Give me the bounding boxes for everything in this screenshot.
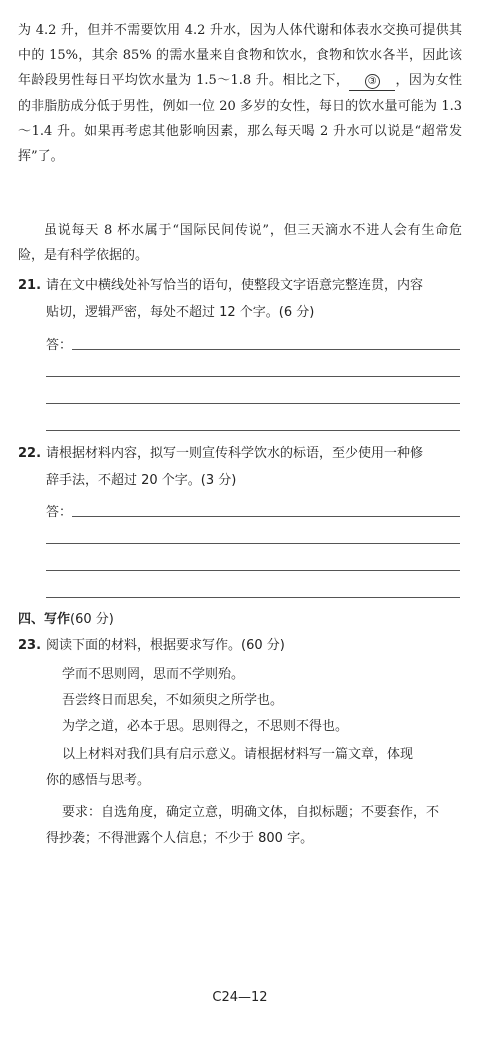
question-22 (18, 440, 462, 494)
question-text-line1: 请在文中横线处补写恰当的语句，使整段文字语意完整连贯，内容 (46, 278, 424, 293)
answer-line-22-4[interactable] (46, 597, 460, 598)
requirements-line1: 要求：自选角度，确定立意，明确文体，自拟标题；不要套作，不 (62, 805, 440, 820)
passage-paragraph (18, 18, 462, 169)
question-text-line2: 辞手法，不超过 20 个字。(3 分) (46, 473, 237, 488)
prompt-line1: 以上材料对我们具有启示意义。请根据材料写一篇文章，体现 (62, 747, 414, 762)
requirements-line2: 得抄袭；不得泄露个人信息；不少于 800 字。 (46, 831, 314, 846)
page-number: C24—12 (212, 990, 268, 1005)
question-number: 21. (18, 278, 42, 293)
passage-text-before: 为 4.2 升，但并不需要饮用 4.2 升水，因为人体代谢和体表水交换可提供其中的 15%，其余 85% 的需水量来自食物和饮水，食物和饮水各半，因此该年龄段男性每日平均饮水量为 1.5～1.8 升。相比之下， (18, 23, 462, 89)
passage-closing: 虽说每天 8 杯水属于“国际民间传说”，但三天滴水不进人会有生命危险，是有科学依据的。 (18, 223, 462, 264)
writing-prompt (18, 742, 462, 794)
question-23 (18, 632, 462, 659)
blank-marker: ③ (365, 74, 380, 89)
section-points: (60 分) (70, 612, 114, 627)
quote-line: 为学之道，必本于思。思则得之，不思则不得也。 (62, 719, 349, 734)
answer-label: 答： (46, 338, 73, 353)
answer-line-22-1[interactable] (72, 516, 460, 517)
question-text-line1: 请根据材料内容，拟写一则宣传科学饮水的标语，至少使用一种修 (46, 446, 424, 461)
section-title: 四、写作 (18, 612, 71, 627)
quote-list (62, 662, 348, 740)
answer-line-21-1[interactable] (72, 349, 460, 350)
prompt-line2: 你的感悟与思考。 (46, 773, 151, 788)
section-heading (18, 608, 114, 627)
answer-line-21-3[interactable] (46, 403, 460, 404)
passage-text-after: ，因为女性的非脂肪成分低于男性，例如一位 20 多岁的女性，每日的饮水量可能为 1.3～1.4 升。如果再考虑其他影响因素，那么每天喝 2 升水可以说是“超常发挥”了。 (18, 73, 462, 165)
answer-line-21-2[interactable] (46, 376, 460, 377)
quote-line: 吾尝终日而思矣，不如须臾之所学也。 (62, 693, 284, 708)
question-intro: 阅读下面的材料，根据要求写作。(60 分) (46, 638, 285, 653)
question-21 (18, 272, 462, 326)
writing-requirements (18, 800, 462, 852)
answer-line-22-3[interactable] (46, 570, 460, 571)
quote-line: 学而不思则罔，思而不学则殆。 (62, 667, 245, 682)
answer-line-21-4[interactable] (46, 430, 460, 431)
question-number: 23. (18, 638, 42, 653)
passage-blank-3 (349, 72, 395, 91)
answer-label: 答： (46, 505, 73, 520)
answer-line-22-2[interactable] (46, 543, 460, 544)
question-text-line2: 贴切，逻辑严密，每处不超过 12 个字。(6 分) (46, 305, 315, 320)
question-number: 22. (18, 446, 42, 461)
